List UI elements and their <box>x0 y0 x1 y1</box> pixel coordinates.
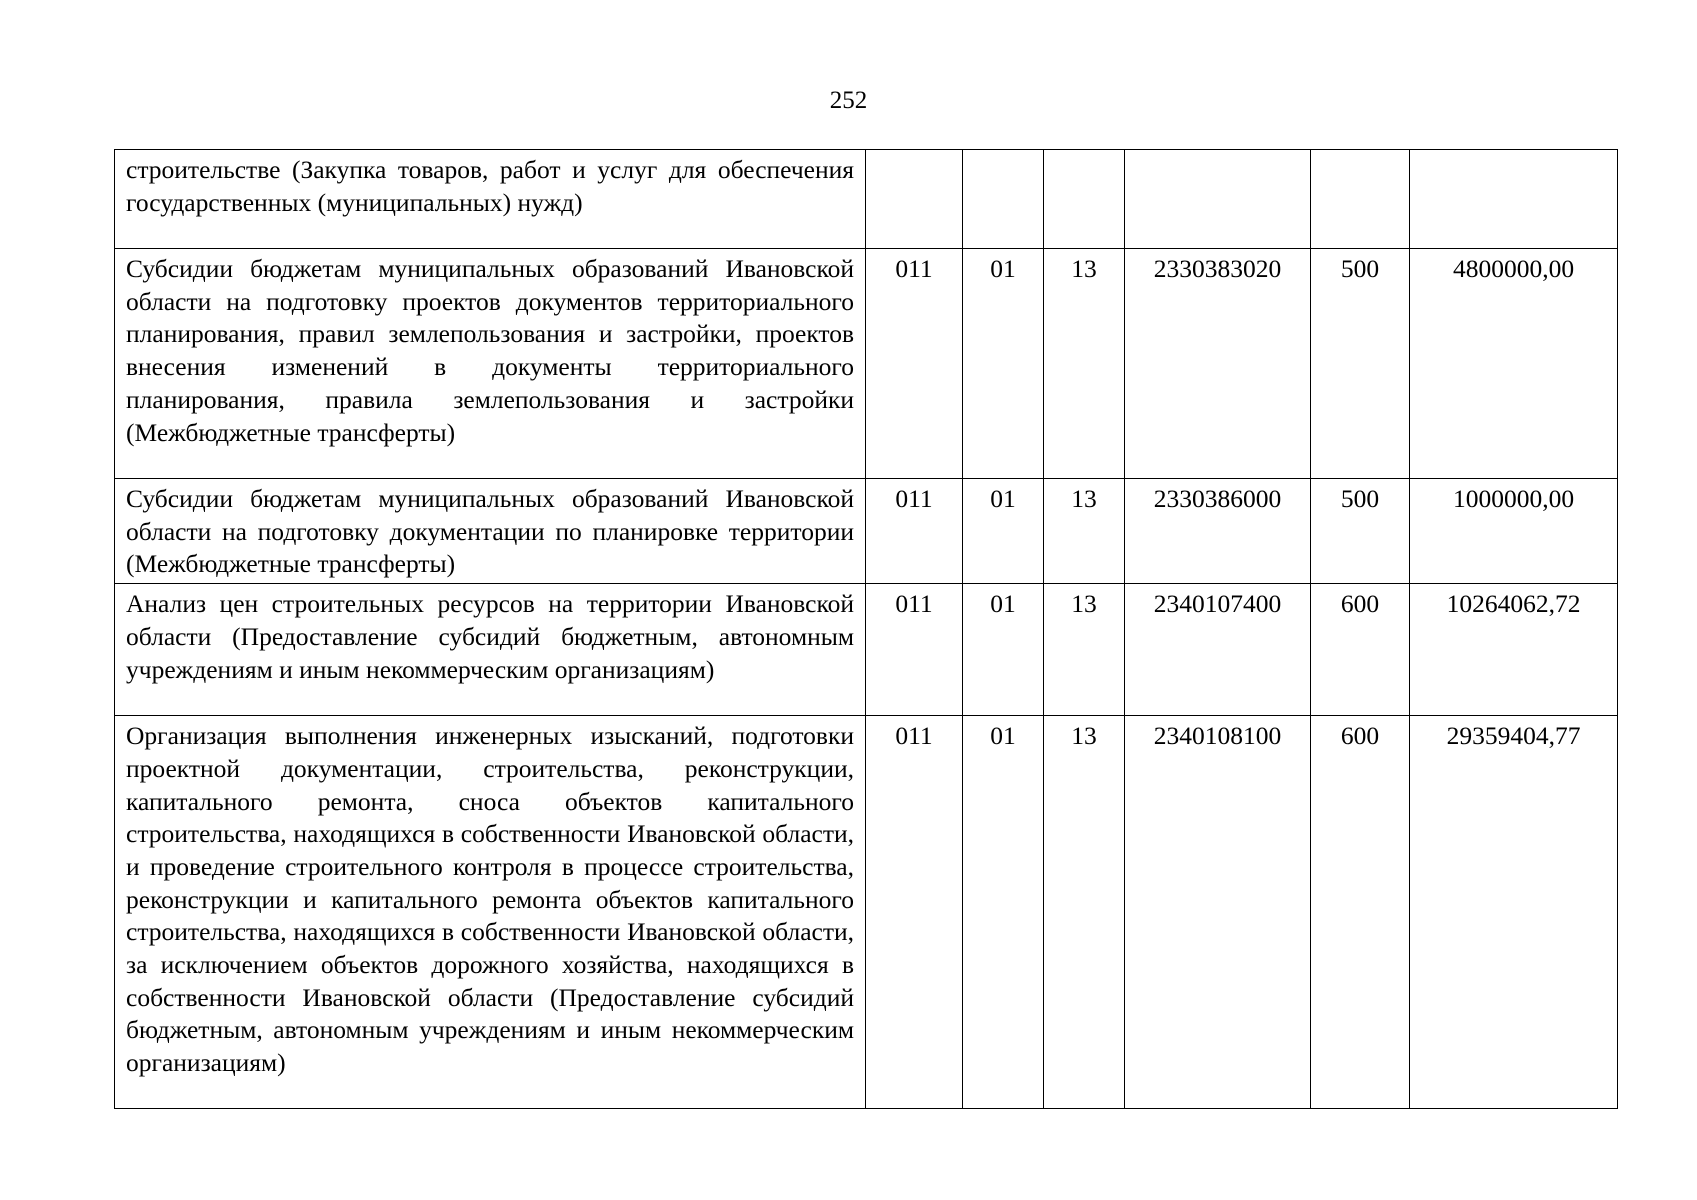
row-description: Субсидии бюджетам муниципальных образований Ивановской области на подготовку документации по планировке территории (Межбюджетные трансферты) <box>115 479 866 584</box>
amount-value: 1000000,00 <box>1410 479 1618 584</box>
section-code: 01 <box>963 249 1044 479</box>
target-article-code: 2340108100 <box>1125 716 1311 1109</box>
table-row <box>115 479 1618 584</box>
subsection-code <box>1044 150 1125 249</box>
budget-table <box>114 149 1618 1109</box>
expense-type-code <box>1311 150 1410 249</box>
expense-type-code: 500 <box>1311 249 1410 479</box>
expense-type-code: 500 <box>1311 479 1410 584</box>
table-row <box>115 584 1618 716</box>
amount-value: 10264062,72 <box>1410 584 1618 716</box>
row-description: Организация выполнения инженерных изысканий, подготовки проектной документации, строительства, реконструкции, капитального ремонта, сноса объектов капитального строительства, находящихся в собственности Ивановской области, и проведение строительного контроля в процессе строительства, реконструкции и капитального ремонта объектов капитального строительства, находящихся в собственности Ивановской области, за исключением объектов дорожного хозяйства, находящихся в собственности Ивановской области (Предоставление субсидий бюджетным, автономным учреждениям и иным некоммерческим организациям) <box>115 716 866 1109</box>
table-row <box>115 716 1618 1109</box>
target-article-code: 2330386000 <box>1125 479 1311 584</box>
expense-type-code: 600 <box>1311 716 1410 1109</box>
table-row <box>115 249 1618 479</box>
section-code: 01 <box>963 584 1044 716</box>
subsection-code: 13 <box>1044 716 1125 1109</box>
expense-type-code: 600 <box>1311 584 1410 716</box>
amount-value <box>1410 150 1618 249</box>
amount-value: 4800000,00 <box>1410 249 1618 479</box>
section-code: 01 <box>963 479 1044 584</box>
page-number: 252 <box>829 87 868 114</box>
target-article-code: 2340107400 <box>1125 584 1311 716</box>
ministry-code: 011 <box>866 479 963 584</box>
table-row <box>115 150 1618 249</box>
section-code <box>963 150 1044 249</box>
section-code: 01 <box>963 716 1044 1109</box>
ministry-code: 011 <box>866 716 963 1109</box>
target-article-code: 2330383020 <box>1125 249 1311 479</box>
subsection-code: 13 <box>1044 479 1125 584</box>
row-description: Субсидии бюджетам муниципальных образований Ивановской области на подготовку проектов документов территориального планирования, правил землепользования и застройки, проектов внесения изменений в документы территориального планирования, правила землепользования и застройки (Межбюджетные трансферты) <box>115 249 866 479</box>
subsection-code: 13 <box>1044 249 1125 479</box>
ministry-code <box>866 150 963 249</box>
ministry-code: 011 <box>866 249 963 479</box>
amount-value: 29359404,77 <box>1410 716 1618 1109</box>
target-article-code <box>1125 150 1311 249</box>
row-description: Анализ цен строительных ресурсов на территории Ивановской области (Предоставление субсидий бюджетным, автономным учреждениям и иным некоммерческим организациям) <box>115 584 866 716</box>
row-description: строительстве (Закупка товаров, работ и услуг для обеспечения государственных (муниципальных) нужд) <box>115 150 866 249</box>
subsection-code: 13 <box>1044 584 1125 716</box>
ministry-code: 011 <box>866 584 963 716</box>
